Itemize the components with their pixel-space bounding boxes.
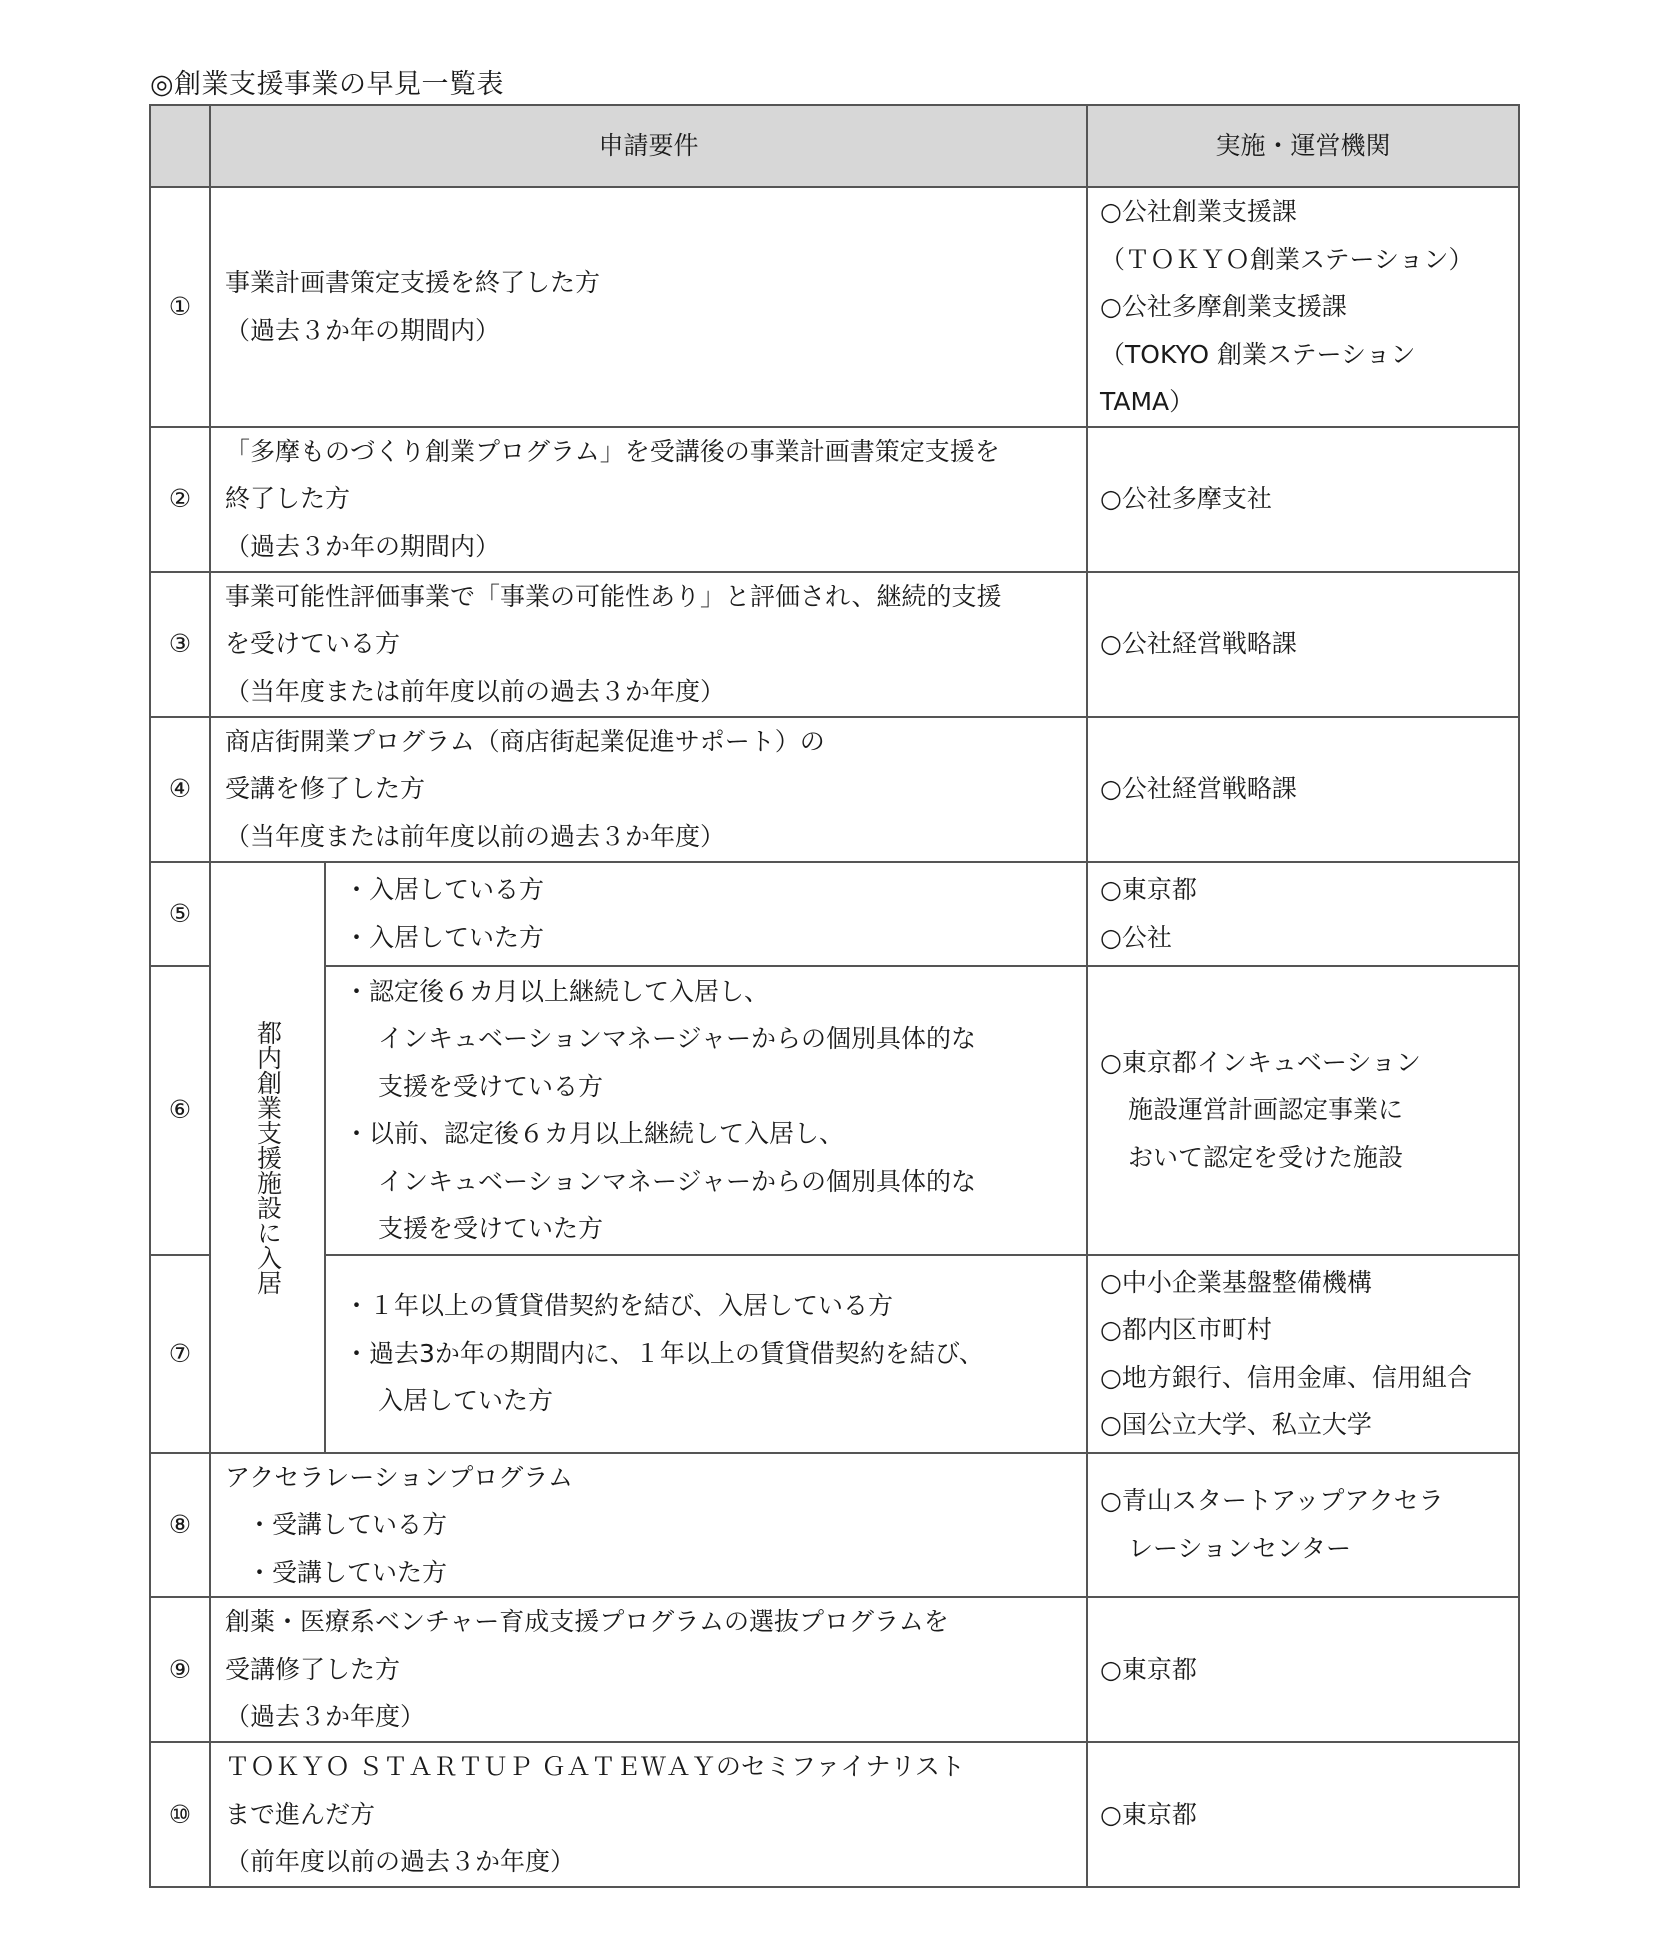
organization-cell [1087,717,1519,862]
organization-cell [1087,572,1519,717]
group-label: 都内創業支援施設に入居 [253,1019,283,1295]
table-row [150,1742,1519,1887]
organization-line: （ＴＯＫＹＯ創業ステーション） [1100,244,1474,274]
row-number: ② [150,427,210,572]
requirement-line: 事業可能性評価事業で「事業の可能性あり」と評価され、継続的支援 [225,581,1002,611]
organization-line: ○公社多摩創業支援課 [1100,292,1347,321]
requirement-line: 事業計画書策定支援を終了した方 [225,268,601,298]
requirement-line: を受けている方 [225,629,401,659]
row-number: ⑧ [150,1453,210,1598]
requirement-line: 「多摩ものづくり創業プログラム」を受講後の事業計画書策定支援を [225,436,1000,466]
organization-cell [1087,187,1519,427]
organization-cell [1087,427,1519,572]
organization-line: ○東京都 [1100,1799,1197,1829]
requirement-cell [325,966,1087,1255]
requirement-line: 支援を受けていた方 [378,1214,604,1243]
table-row [150,717,1519,862]
organization-line: ○地方銀行、信用金庫、信用組合 [1100,1362,1472,1392]
requirement-line: 商店街開業プログラム（商店街起業促進サポート）の [225,726,825,756]
organization-line: おいて認定を受けた施設 [1128,1142,1404,1172]
organization-line: ○東京都 [1100,875,1197,904]
row-number: ⑨ [150,1597,210,1742]
organization-line: TAMA） [1100,387,1195,416]
requirement-line: ・以前、認定後６カ月以上継続して入居し、 [344,1119,845,1148]
organization-cell [1087,862,1519,966]
header-num [150,105,210,187]
requirement-line: 入居していた方 [378,1386,554,1416]
requirement-cell [210,187,1087,427]
header-requirements: 申請要件 [210,105,1087,187]
row-number: ③ [150,572,210,717]
requirement-line: 終了した方 [225,484,351,514]
requirement-cell [210,717,1087,862]
requirement-line: （過去３か年度） [225,1702,426,1732]
organization-line: ○東京都 [1100,1654,1197,1684]
row-number: ⑦ [150,1255,210,1453]
organization-line: レーションセンター [1128,1533,1352,1563]
row-number: ① [150,187,210,427]
organization-line: ○都内区市町村 [1100,1315,1272,1344]
requirement-line: 受講修了した方 [225,1654,401,1684]
organization-cell [1087,1742,1519,1887]
group-label-cell [210,862,325,1453]
row-number: ④ [150,717,210,862]
requirement-line: インキュベーションマネージャーからの個別具体的な [378,1024,977,1053]
organization-line: ○公社多摩支社 [1100,484,1272,514]
organization-line: ○公社 [1100,922,1172,952]
support-table [149,104,1520,1888]
requirement-line: ・入居していた方 [344,922,545,952]
requirement-line: （前年度以前の過去３か年度） [225,1847,576,1877]
table-row [150,1255,1519,1453]
table-row [150,862,1519,966]
requirement-cell [210,427,1087,572]
table-row [150,966,1519,1255]
requirement-line: （過去３か年の期間内） [225,531,501,561]
requirement-cell [210,1742,1087,1887]
organization-line: ○公社創業支援課 [1100,197,1297,226]
organization-line: 施設運営計画認定事業に [1128,1095,1404,1125]
requirement-line: ・入居している方 [344,875,545,904]
requirement-line: 受講を修了した方 [225,774,426,804]
organization-cell [1087,1453,1519,1598]
requirement-cell [325,1255,1087,1453]
requirement-line: ・受講している方 [247,1510,448,1539]
requirement-cell [210,1597,1087,1742]
table-header-row [150,105,1519,187]
row-number: ⑩ [150,1742,210,1887]
table-row [150,572,1519,717]
organization-line: ○国公立大学、私立大学 [1100,1410,1372,1439]
requirement-line: アクセラレーションプログラム [225,1462,574,1492]
requirement-cell [325,862,1087,966]
requirement-line: ・１年以上の賃貸借契約を結び、入居している方 [344,1291,894,1321]
organization-cell [1087,1255,1519,1453]
requirement-line: ・認定後６カ月以上継続して入居し、 [344,976,770,1006]
organization-line: ○公社経営戦略課 [1100,629,1297,659]
requirement-line: （当年度または前年度以前の過去３か年度） [225,821,726,851]
requirement-line: インキュベーションマネージャーからの個別具体的な [378,1166,977,1196]
table-row [150,1597,1519,1742]
table-row [150,187,1519,427]
header-organization: 実施・運営機関 [1087,105,1519,187]
organization-line: ○青山スタートアップアクセラ [1100,1486,1444,1516]
requirement-line: （過去３か年の期間内） [225,315,501,345]
table-row [150,427,1519,572]
requirement-line: ＴＯＫＹＯ ＳＴＡＲＴＵＰ ＧＡＴＥＷＡＹのセミファイナリスト [225,1752,965,1782]
organization-line: ○公社経営戦略課 [1100,774,1297,804]
requirement-line: まで進んだ方 [225,1799,376,1829]
requirement-line: 支援を受けている方 [378,1071,604,1101]
page-title: ◎創業支援事業の早見一覧表 [150,69,505,100]
requirement-line: ・受講していた方 [247,1557,448,1587]
row-number: ⑤ [150,862,210,966]
organization-line: ○中小企業基盤整備機構 [1100,1267,1372,1297]
requirement-cell [210,1453,1087,1598]
organization-line: （TOKYO 創業ステーション [1100,339,1416,369]
organization-line: ○東京都インキュベーション [1100,1047,1421,1077]
organization-cell [1087,966,1519,1255]
organization-cell [1087,1597,1519,1742]
requirement-cell [210,572,1087,717]
requirement-line: 創薬・医療系ベンチャー育成支援プログラムの選抜プログラムを [225,1607,949,1637]
requirement-line: （当年度または前年度以前の過去３か年度） [225,676,726,706]
table-row [150,1453,1519,1598]
requirement-line: ・過去3か年の期間内に、１年以上の賃貸借契約を結び、 [344,1338,984,1368]
row-number: ⑥ [150,966,210,1255]
